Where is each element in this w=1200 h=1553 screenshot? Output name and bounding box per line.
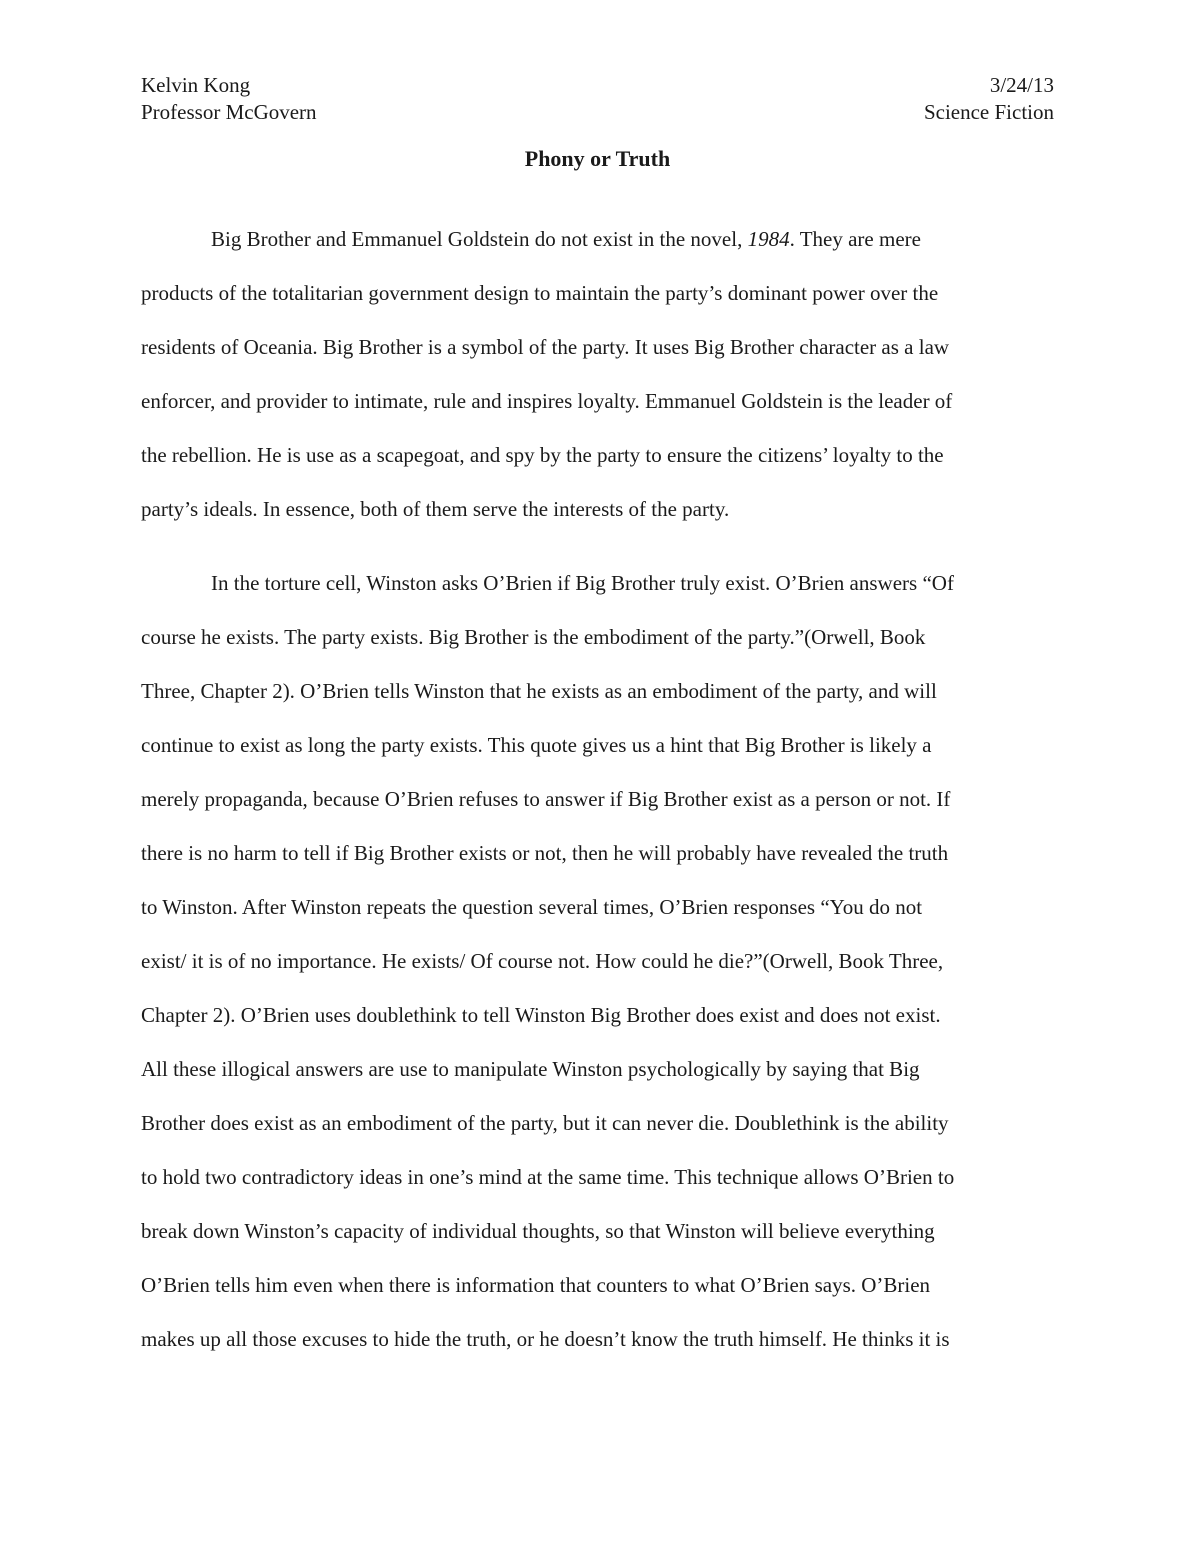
paragraph-2 <box>141 568 1054 1378</box>
paragraph-1 <box>141 224 1054 548</box>
essay-date: 3/24/13 <box>989 73 1054 97</box>
paragraph-line: O’Brien tells him even when there is information that counters to what O’Brien says. O’Brien <box>141 1273 931 1297</box>
paragraph-line: enforcer, and provider to intimate, rule and inspires loyalty. Emmanuel Goldstein is the leader of <box>141 389 953 413</box>
paragraph-line: makes up all those excuses to hide the truth, or he doesn’t know the truth himself. He thinks it is <box>141 1327 950 1351</box>
header-row-author-date <box>141 71 1054 99</box>
novel-title-italic: 1984 <box>747 227 790 251</box>
paragraph-line: Brother does exist as an embodiment of the party, but it can never die. Doublethink is the ability <box>141 1111 949 1135</box>
paragraph-line: continue to exist as long the party exists. This quote gives us a hint that Big Brother is likely a <box>141 733 932 757</box>
course-name: Science Fiction <box>923 100 1054 124</box>
paragraph-line: merely propaganda, because O’Brien refuses to answer if Big Brother exist as a person or not. If <box>141 787 951 811</box>
essay-title: Phony or Truth <box>524 146 671 171</box>
paragraph-line: course he exists. The party exists. Big Brother is the embodiment of the party.”(Orwell, Book <box>141 625 926 649</box>
paragraph-line: there is no harm to tell if Big Brother exists or not, then he will probably have revealed the truth <box>141 841 949 865</box>
paragraph-line-text: Big Brother and Emmanuel Goldstein do not exist in the novel, <box>211 227 748 251</box>
paragraph-line: party’s ideals. In essence, both of them serve the interests of the party. <box>141 497 730 521</box>
author-name: Kelvin Kong <box>141 73 251 97</box>
paragraph-line: In the torture cell, Winston asks O’Brien if Big Brother truly exist. O’Brien answers “Of <box>211 571 954 595</box>
paragraph-line <box>141 224 1054 278</box>
paragraph-line: Chapter 2). O’Brien uses doublethink to tell Winston Big Brother does exist and does not exist. <box>141 1003 941 1027</box>
essay-body <box>141 224 1054 1378</box>
paragraph-line: to Winston. After Winston repeats the question several times, O’Brien responses “You do not <box>141 895 923 919</box>
paragraph-gap <box>141 548 1054 568</box>
paragraph-line: residents of Oceania. Big Brother is a symbol of the party. It uses Big Brother character as a law <box>141 335 950 359</box>
header-row-professor-course <box>141 98 1054 126</box>
paragraph-line: to hold two contradictory ideas in one’s mind at the same time. This technique allows O’Brien to <box>141 1165 955 1189</box>
paragraph-line-text: . They are mere <box>789 227 921 251</box>
paragraph-line: products of the totalitarian government design to maintain the party’s dominant power over the <box>141 281 939 305</box>
paragraph-line: break down Winston’s capacity of individual thoughts, so that Winston will believe everything <box>141 1219 935 1243</box>
professor-name: Professor McGovern <box>141 100 317 124</box>
paragraph-line: Three, Chapter 2). O’Brien tells Winston that he exists as an embodiment of the party, and will <box>141 679 937 703</box>
paragraph-line: All these illogical answers are use to manipulate Winston psychologically by saying that Big <box>141 1057 920 1081</box>
paragraph-line: exist/ it is of no importance. He exists/ Of course not. How could he die?”(Orwell, Book Three, <box>141 949 944 973</box>
paragraph-line: the rebellion. He is use as a scapegoat, and spy by the party to ensure the citizens’ loyalty to the <box>141 443 944 467</box>
